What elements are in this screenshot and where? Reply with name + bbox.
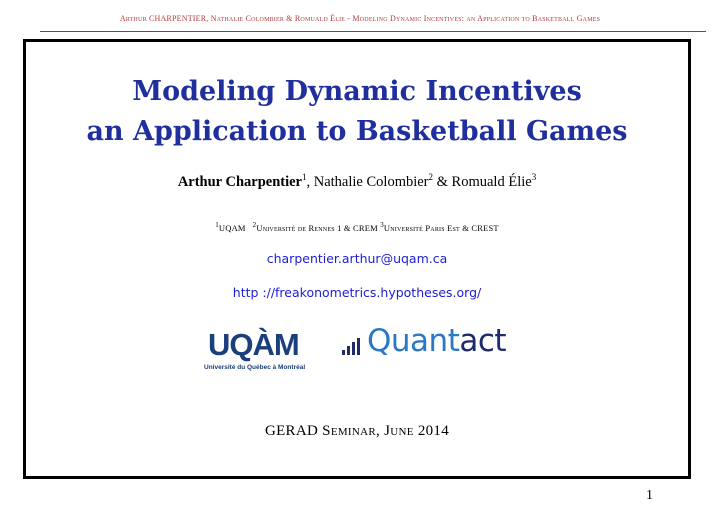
author-and: & [433, 174, 452, 190]
author-separator: , [306, 174, 314, 190]
affil-3: Université Paris Est & CREST [383, 223, 499, 233]
email-link[interactable]: charpentier.arthur@uqam.ca [266, 251, 448, 266]
seminar-date: June 2014 [384, 423, 450, 439]
slide-title [23, 72, 691, 152]
uqam-logo-word: UQÀM [208, 327, 299, 362]
header-rule [40, 31, 706, 32]
affil-1: UQAM [218, 223, 246, 233]
quantact-logo-part-2: act [459, 323, 507, 359]
author-list [23, 174, 691, 191]
author-1-mark: 1 [302, 172, 307, 183]
title-line-1: Modeling Dynamic Incentives [132, 76, 582, 107]
author-3-mark: 3 [531, 172, 537, 183]
affil-3-mark: 3 [380, 221, 384, 230]
uqam-logo [204, 327, 316, 377]
author-2-mark: 2 [428, 172, 434, 183]
signal-bars-icon [342, 335, 366, 355]
affil-2: Université de Rennes 1 & CREM [256, 223, 378, 233]
running-header: Arthur CHARPENTIER, Nathalie Colombier & Romuald Élie - Modeling Dynamic Incentives: an Application to Basketball Games [119, 14, 601, 23]
seminar-line [23, 423, 691, 440]
affil-1-mark: 1 [215, 221, 219, 230]
seminar-separator: , [376, 423, 385, 439]
uqam-logo-subtitle: Université du Québec à Montréal [204, 364, 306, 371]
seminar-prefix: GERAD [264, 423, 323, 439]
author-3: Romuald Élie [451, 174, 532, 190]
affiliations [23, 223, 691, 233]
quantact-logo-word [367, 323, 506, 359]
page-number: 1 [646, 488, 653, 503]
quantact-logo [342, 323, 512, 363]
quantact-logo-part-1: Quant [367, 323, 460, 359]
author-1: Arthur Charpentier [177, 174, 302, 190]
website-link[interactable]: http ://freakonometrics.hypotheses.org/ [232, 285, 482, 300]
seminar-word: Seminar [322, 423, 377, 439]
title-line-2: an Application to Basketball Games [86, 116, 628, 147]
author-2: Nathalie Colombier [313, 174, 429, 190]
affil-2-mark: 2 [252, 221, 257, 230]
